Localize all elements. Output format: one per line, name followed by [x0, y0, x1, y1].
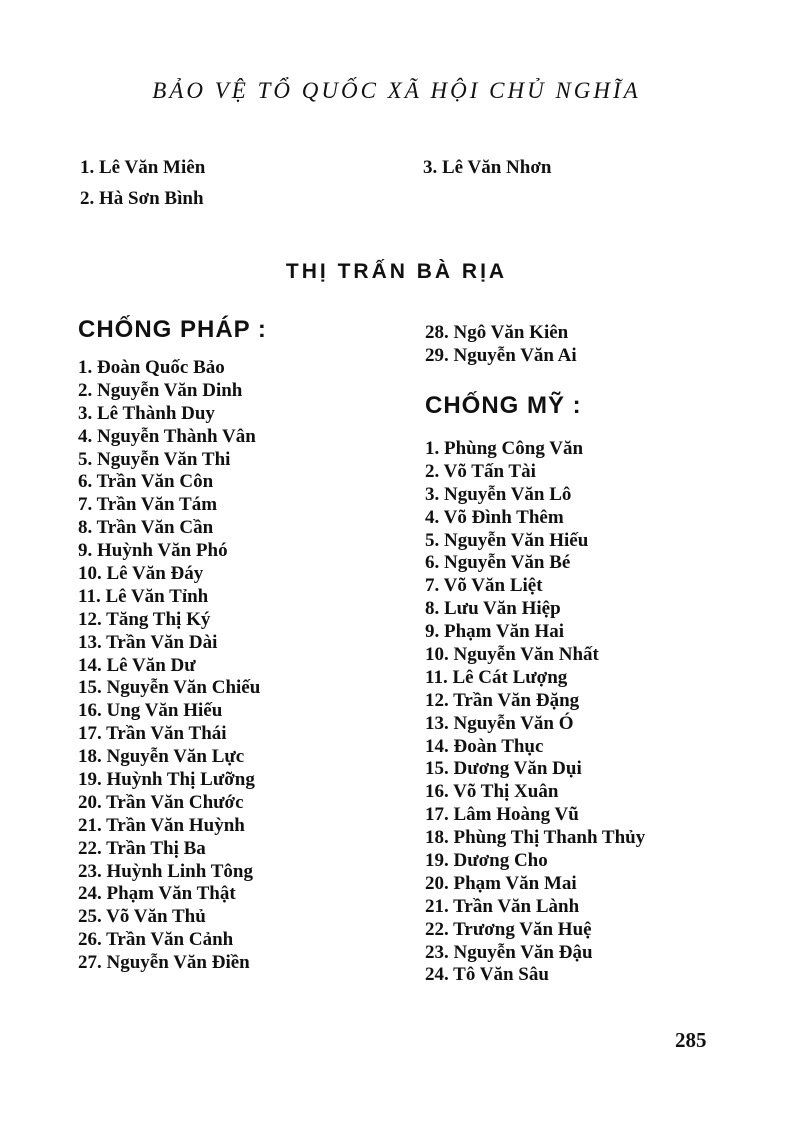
- intro-list-right: [423, 152, 551, 183]
- list-item: 29. Nguyễn Văn Ai: [425, 344, 577, 366]
- list-item: 3. Nguyễn Văn Lô: [425, 483, 572, 505]
- list-item: 15. Nguyễn Văn Chiếu: [78, 677, 261, 699]
- intro-list-left: [80, 152, 205, 214]
- list-item: 1. Lê Văn Miên: [80, 157, 206, 178]
- chong-my-heading: CHỐNG MỸ :: [425, 392, 582, 419]
- list-item: 6. Nguyễn Văn Bé: [425, 552, 571, 574]
- list-item: 24. Tô Văn Sâu: [425, 964, 549, 986]
- list-item: 19. Huỳnh Thị Lưỡng: [78, 769, 255, 791]
- list-item: 16. Võ Thị Xuân: [425, 781, 559, 803]
- list-item: 16. Ung Văn Hiếu: [78, 700, 223, 722]
- list-item: 26. Trần Văn Cảnh: [78, 929, 234, 951]
- list-item: 20. Trần Văn Chước: [78, 791, 244, 813]
- list-item: 13. Trần Văn Dài: [78, 631, 218, 653]
- list-item: 14. Lê Văn Dư: [78, 654, 196, 676]
- list-item: 13. Nguyễn Văn Ó: [425, 712, 574, 734]
- list-item: 23. Huỳnh Linh Tông: [78, 860, 253, 882]
- list-item: 12. Trần Văn Đặng: [425, 689, 580, 711]
- list-item: 28. Ngô Văn Kiên: [425, 322, 569, 343]
- list-item: 2. Võ Tấn Tài: [425, 460, 536, 482]
- list-item: 3. Lê Văn Nhơn: [423, 157, 552, 178]
- list-item: 6. Trần Văn Côn: [78, 471, 214, 493]
- list-item: 10. Lê Văn Đáy: [78, 563, 204, 585]
- list-item: 21. Trần Văn Huỳnh: [78, 814, 245, 836]
- chong-my-list: [425, 438, 645, 987]
- list-item: 5. Nguyễn Văn Thi: [78, 448, 231, 470]
- page-number: 285: [675, 1028, 707, 1052]
- list-item: 17. Trần Văn Thái: [78, 723, 227, 745]
- list-item: 22. Trương Văn Huệ: [425, 918, 592, 940]
- list-item: 1. Đoàn Quốc Bảo: [78, 357, 225, 378]
- list-item: 5. Nguyễn Văn Hiếu: [425, 529, 589, 551]
- section-title: THỊ TRẤN BÀ RỊA: [285, 260, 508, 283]
- list-item: 19. Dương Cho: [425, 850, 548, 872]
- list-item: 9. Phạm Văn Hai: [425, 621, 565, 643]
- list-item: 2. Hà Sơn Bình: [80, 188, 204, 209]
- list-item: 4. Nguyễn Thành Vân: [78, 425, 256, 447]
- list-item: 27. Nguyễn Văn Điền: [78, 952, 250, 974]
- list-item: 14. Đoàn Thục: [425, 735, 544, 757]
- list-item: 2. Nguyễn Văn Dinh: [78, 379, 243, 401]
- list-item: 18. Nguyễn Văn Lực: [78, 746, 245, 768]
- chong-phap-list-left: [78, 357, 260, 975]
- list-item: 8. Lưu Văn Hiệp: [425, 598, 561, 620]
- list-item: 21. Trần Văn Lành: [425, 895, 580, 917]
- list-item: 18. Phùng Thị Thanh Thủy: [425, 827, 646, 849]
- list-item: 8. Trần Văn Cần: [78, 517, 214, 539]
- list-item: 7. Trần Văn Tám: [78, 494, 218, 516]
- list-item: 9. Huỳnh Văn Phó: [78, 540, 228, 562]
- list-item: 12. Tăng Thị Ký: [78, 608, 211, 630]
- list-item: 4. Võ Đình Thêm: [425, 506, 564, 528]
- list-item: 24. Phạm Văn Thật: [78, 883, 236, 905]
- list-item: 10. Nguyễn Văn Nhất: [425, 644, 599, 666]
- chong-phap-list-right: [425, 322, 577, 368]
- list-item: 17. Lâm Hoàng Vũ: [425, 804, 579, 826]
- chong-phap-heading: CHỐNG PHÁP :: [78, 316, 267, 343]
- list-item: 1. Phùng Công Văn: [425, 438, 584, 459]
- running-header: BẢO VỆ TỔ QUỐC XÃ HỘI CHỦ NGHĨA: [152, 78, 641, 103]
- list-item: 11. Lê Cát Lượng: [425, 666, 568, 688]
- list-item: 3. Lê Thành Duy: [78, 402, 215, 424]
- list-item: 25. Võ Văn Thủ: [78, 906, 206, 928]
- list-item: 11. Lê Văn Tỉnh: [78, 585, 209, 607]
- list-item: 22. Trần Thị Ba: [78, 837, 206, 859]
- list-item: 15. Dương Văn Dụi: [425, 758, 582, 780]
- list-item: 20. Phạm Văn Mai: [425, 872, 577, 894]
- list-item: 23. Nguyễn Văn Đậu: [425, 941, 593, 963]
- list-item: 7. Võ Văn Liệt: [425, 575, 543, 597]
